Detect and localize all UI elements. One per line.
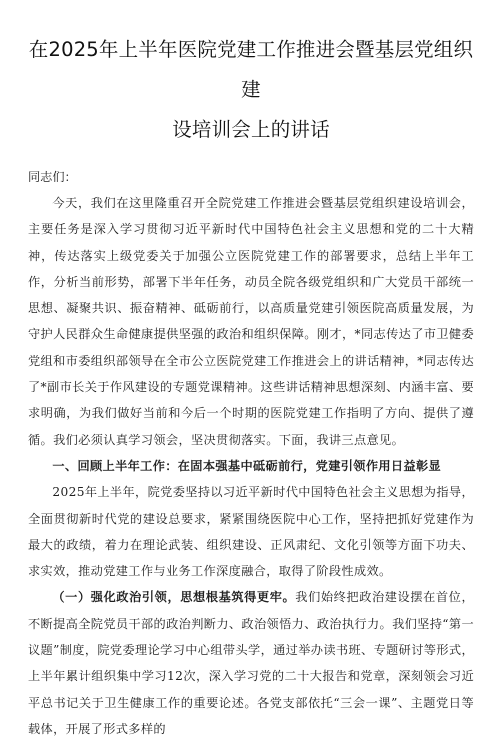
document-title <box>28 30 474 150</box>
intro-paragraph: 今天，我们在这里隆重召开全院党建工作推进会暨基层党组织建设培训会，主要任务是深入学习贯彻习近平新时代中国特色社会主义思想和党的二十大精神，传达落实上级党委关于加强公立医院党建工作的部署要求，总结上半年工作，分析当前形势，部署下半年任务，动员全院各级党组织和广大党员干部统一思想、凝聚共识、振奋精神、砥砺前行，以高质量党建引领医院高质量发展，为守护人民群众生命健康提供坚强的政治和组织保障。刚才，*同志传达了市卫健委党组和市委组织部领导在全市公立医院党建工作推进会上的讲话精神，*同志传达了*副市长关于作风建设的专题党课精神。这些讲话精神思想深刻、内涵丰富、要求明确，为我们做好当前和今后一个时期的医院党建工作指明了方向、提供了遵循。我们必须认真学习领会，坚决贯彻落实。下面，我讲三点意见。 <box>28 196 474 447</box>
subsection-1-text: 我们始终把政治建设摆在首位，不断提高全院党员干部的政治判断力、政治领悟力、政治执行力。我们坚持“第一议题”制度，院党委理论学习中心组带头学，通过举办读书班、专题研讨等形式，上半年累计组织集中学习12次，深入学习党的二十大报告和党章，深刻领会习近平总书记关于卫生健康工作的重要论述。各党支部依托“三会一课”、主题党日等载体，开展了形式多样的 <box>28 590 474 736</box>
title-line-2: 设培训会上的讲话 <box>172 118 330 141</box>
section-1-heading: 一、回顾上半年工作：在固本强基中砥砺前行，党建引领作用日益彰显 <box>52 458 442 473</box>
section-1-paragraph: 2025年上半年，院党委坚持以习近平新时代中国特色社会主义思想为指导，全面贯彻新时代党的建设总要求，紧紧围绕医院中心工作，坚持把抓好党建作为最大的政绩，着力在理论武装、组织建设、正风肃纪、文化引领等方面下功夫、求实效，推动党建工作与业务工作深度融合，取得了阶段性成效。 <box>28 485 474 579</box>
salutation: 同志们： <box>28 170 77 184</box>
subsection-1-heading: （一）强化政治引领，思想根基筑得更牢。 <box>52 590 296 605</box>
title-line-1: 在2025年上半年医院党建工作推进会暨基层党组织建 <box>28 38 474 101</box>
subsection-1-paragraph <box>28 584 474 742</box>
